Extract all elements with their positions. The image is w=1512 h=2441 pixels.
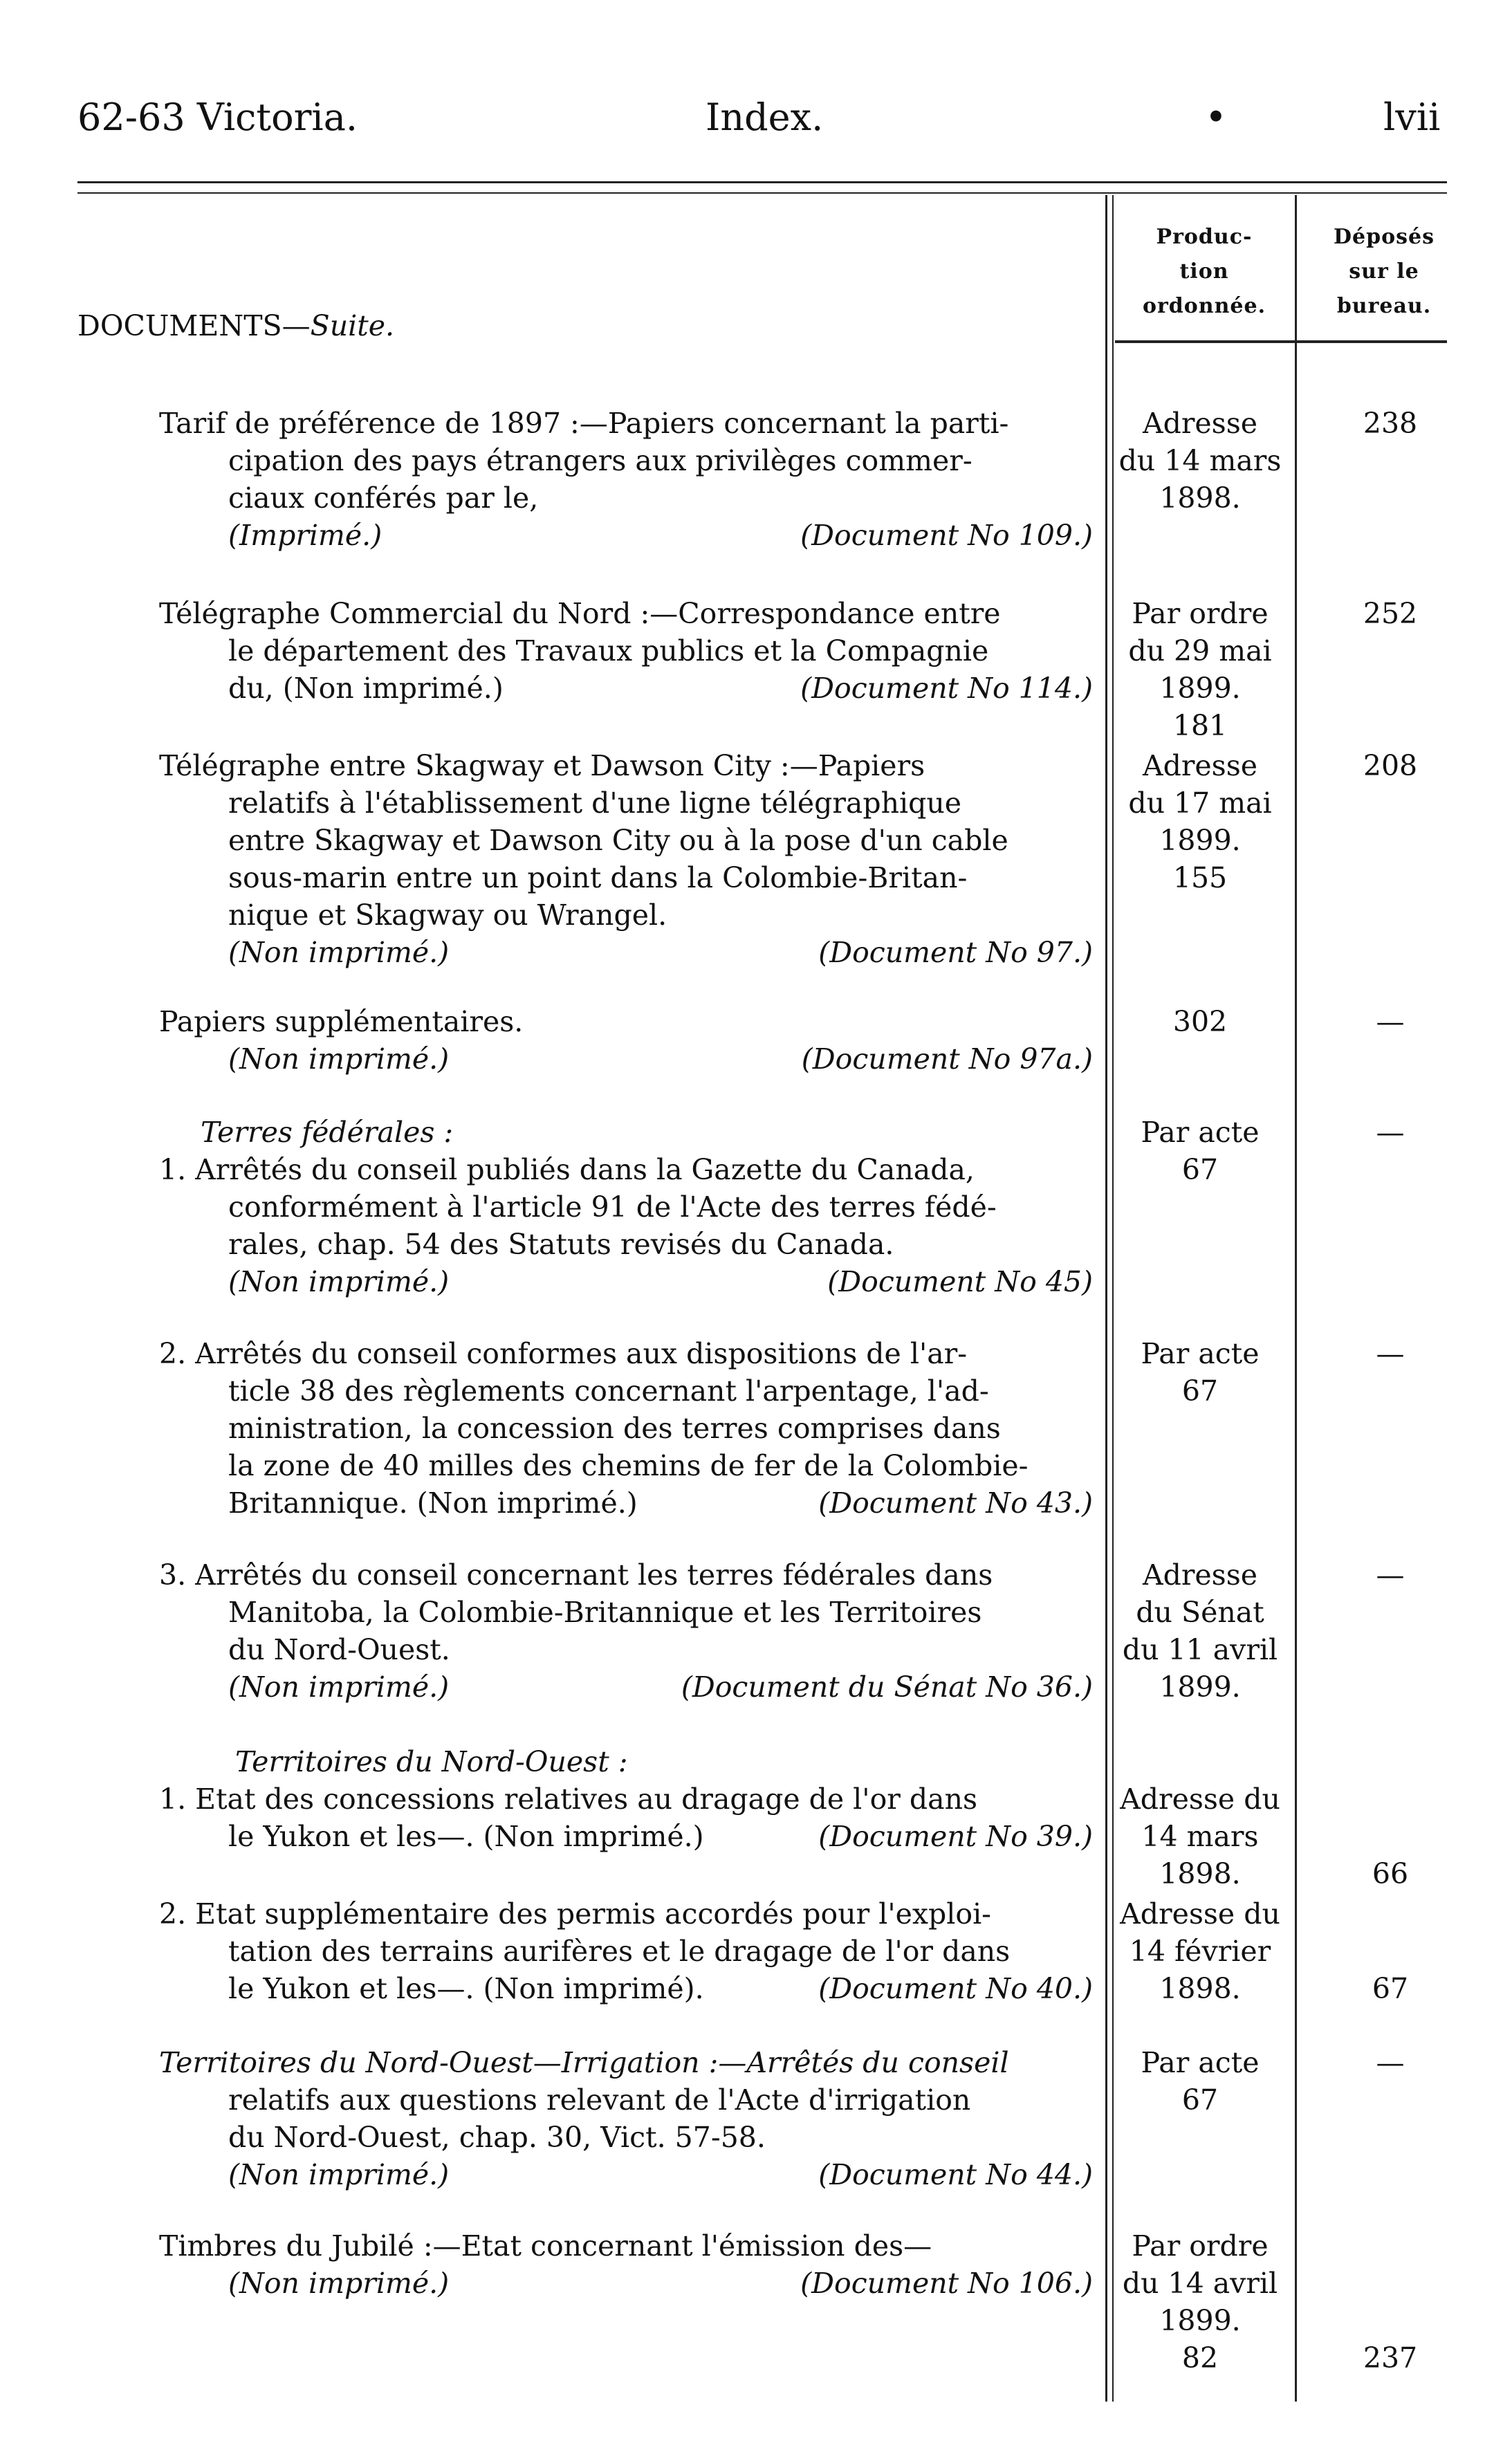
index-entry: [159, 405, 1093, 554]
production-line: 1898.: [1159, 1972, 1241, 2005]
production-line: du 11 avril: [1122, 1633, 1278, 1666]
entry-line: Télégraphe Commercial du Nord :—Correspondance entre: [159, 597, 1001, 630]
production-line: Par acte: [1141, 1337, 1260, 1370]
entry-document-ref: (Document du Sénat No 36.): [681, 1670, 1093, 1704]
entry-line: 1. Arrêtés du conseil publiés dans la Gazette du Canada,: [159, 1153, 975, 1186]
entry-status: (Non imprimé.): [228, 1670, 450, 1704]
production-cell: [1114, 595, 1287, 744]
column-header-production-line: tion: [1179, 259, 1229, 284]
top-rule-2: [77, 192, 1447, 194]
entry-line: du Nord-Ouest.: [228, 1633, 450, 1666]
entry-document-ref: (Document No 109.): [800, 519, 1093, 552]
production-line: 1899.: [1159, 672, 1241, 705]
column-header-deposes-line: Déposés: [1334, 225, 1435, 249]
entry-status-row: [159, 1970, 1093, 2007]
index-entry: [159, 1743, 1093, 1855]
production-line: 14 mars: [1141, 1820, 1259, 1853]
entry-status-row: [159, 1668, 1093, 1706]
entry-status-row: [159, 1263, 1093, 1300]
top-rule: [77, 181, 1447, 183]
entry-line: ticle 38 des règlements concernant l'arpentage, l'ad-: [228, 1374, 989, 1408]
column-header-rule: [1115, 340, 1447, 343]
entry-line: Manitoba, la Colombie-Britannique et les Territoires: [228, 1596, 982, 1629]
production-line: 155: [1172, 861, 1228, 894]
entry-document-ref: (Document No 45): [827, 1265, 1093, 1298]
entry-document-ref: (Document No 44.): [818, 2158, 1093, 2191]
entry-heading: Terres fédérales :: [201, 1116, 454, 1149]
production-line: Par ordre: [1132, 597, 1269, 630]
entry-heading: Territoires du Nord-Ouest :: [235, 1745, 628, 1778]
section-title-suffix: Suite.: [310, 309, 395, 342]
index-entry: [159, 1556, 1093, 1706]
entry-status-row: [159, 2265, 1093, 2302]
production-line: 302: [1172, 1005, 1228, 1038]
column-header-production: [1114, 220, 1295, 324]
index-entry: [159, 1114, 1093, 1300]
entry-line: la zone de 40 milles des chemins de fer de la Colombie-: [228, 1449, 1029, 1482]
index-entry: [159, 1335, 1093, 1522]
production-line: 1899.: [1159, 1670, 1241, 1704]
index-entry: [159, 2044, 1093, 2193]
deposes-cell: —: [1376, 1558, 1405, 1592]
deposes-cell: —: [1376, 2046, 1405, 2079]
column-separator-left: [1105, 195, 1107, 2402]
column-header-deposes-line: sur le: [1349, 259, 1419, 284]
entry-line: Timbres du Jubilé :—Etat concernant l'émission des—: [159, 2229, 932, 2263]
entry-document-ref: (Document No 40.): [818, 1972, 1093, 2005]
deposes-cell: 208: [1363, 749, 1418, 782]
entry-line: sous-marin entre un point dans la Colombie-Britan-: [228, 861, 968, 894]
production-line: 1899.: [1159, 2304, 1241, 2337]
production-line: 67: [1181, 2083, 1219, 2117]
entry-line: 1. Etat des concessions relatives au dragage de l'or dans: [159, 1783, 978, 1816]
entry-line: Territoires du Nord-Ouest—Irrigation :—Arrêtés du conseil: [159, 2046, 1009, 2079]
production-line: 14 février: [1129, 1935, 1271, 1968]
entry-document-ref: (Document No 106.): [800, 2267, 1093, 2300]
production-cell: [1114, 747, 1287, 896]
entry-status-row: [159, 1040, 1093, 1078]
production-cell: [1114, 405, 1287, 517]
section-title: [77, 307, 394, 344]
entry-line: 2. Arrêtés du conseil conformes aux dispositions de l'ar-: [159, 1337, 968, 1370]
production-line: du 14 mars: [1118, 444, 1282, 477]
production-cell: [1114, 1003, 1287, 1040]
entry-status: (Non imprimé.): [228, 2267, 450, 2300]
entry-status: (Non imprimé.): [228, 2158, 450, 2191]
production-line: Par acte: [1141, 2046, 1260, 2079]
deposes-cell: 67: [1372, 1972, 1409, 2005]
entry-line: relatifs à l'établissement d'une ligne télégraphique: [228, 786, 962, 820]
entry-status: (Non imprimé.): [228, 936, 450, 969]
entry-status-row: [159, 934, 1093, 971]
entry-status: (Non imprimé.): [228, 1042, 450, 1076]
entry-line: ciaux conférés par le,: [228, 481, 539, 515]
entry-status-row: [159, 1818, 1093, 1855]
entry-line: relatifs aux questions relevant de l'Acte d'irrigation: [228, 2083, 971, 2117]
entry-status: le Yukon et les—. (Non imprimé).: [228, 1972, 704, 2005]
deposes-cell: 66: [1372, 1857, 1409, 1890]
entry-status: (Non imprimé.): [228, 1265, 450, 1298]
running-head-right: lvii: [1383, 95, 1441, 139]
production-line: du 17 mai: [1128, 786, 1272, 820]
production-cell: [1114, 1114, 1287, 1188]
production-line: Adresse du: [1120, 1783, 1280, 1816]
entry-document-ref: (Document No 97a.): [801, 1042, 1093, 1076]
index-entry: [159, 747, 1093, 971]
entry-document-ref: (Document No 39.): [818, 1820, 1093, 1853]
entry-line: cipation des pays étrangers aux privilèges commer-: [228, 444, 972, 477]
deposes-cell: 238: [1363, 407, 1418, 440]
bullet-mark: •: [1205, 95, 1227, 139]
entry-line: ministration, la concession des terres comprises dans: [228, 1412, 1001, 1445]
production-line: 67: [1181, 1374, 1219, 1408]
entry-status: du, (Non imprimé.): [228, 672, 504, 705]
column-separator-middle: [1295, 195, 1297, 2402]
entry-line: du Nord-Ouest, chap. 30, Vict. 57-58.: [228, 2121, 766, 2154]
production-line: 1898.: [1159, 481, 1241, 515]
entry-document-ref: (Document No 97.): [818, 936, 1093, 969]
section-title-text: DOCUMENTS—: [77, 309, 311, 342]
deposes-cell: 252: [1363, 597, 1418, 630]
entry-line: entre Skagway et Dawson City ou à la pose d'un cable: [228, 824, 1008, 857]
production-line: 181: [1172, 709, 1228, 742]
entry-line: le département des Travaux publics et la Compagnie: [228, 634, 989, 667]
index-entry: [159, 595, 1093, 707]
entry-line: Tarif de préférence de 1897 :—Papiers concernant la parti-: [159, 407, 1009, 440]
entry-status: Britannique. (Non imprimé.): [228, 1486, 638, 1520]
production-line: Adresse: [1142, 1558, 1258, 1592]
deposes-cell: 237: [1363, 2341, 1418, 2375]
entry-line: nique et Skagway ou Wrangel.: [228, 899, 667, 932]
production-cell: [1114, 1780, 1287, 1892]
production-line: Adresse: [1142, 749, 1258, 782]
column-header-production-line: ordonnée.: [1142, 294, 1266, 318]
production-line: Par ordre: [1132, 2229, 1269, 2263]
entry-status: le Yukon et les—. (Non imprimé.): [228, 1820, 704, 1853]
production-line: 1898.: [1159, 1857, 1241, 1890]
production-cell: [1114, 2227, 1287, 2377]
entry-status-row: [159, 1484, 1093, 1522]
entry-line: conformément à l'article 91 de l'Acte des terres fédé-: [228, 1190, 997, 1224]
entry-status-row: [159, 2156, 1093, 2193]
entry-line: rales, chap. 54 des Statuts revisés du Canada.: [228, 1228, 894, 1261]
production-cell: [1114, 1556, 1287, 1706]
production-line: du Sénat: [1136, 1596, 1264, 1629]
entry-line: Papiers supplémentaires.: [159, 1005, 524, 1038]
deposes-cell: —: [1376, 1005, 1405, 1038]
production-line: du 29 mai: [1128, 634, 1272, 667]
production-line: Par acte: [1141, 1116, 1260, 1149]
production-line: 82: [1181, 2341, 1219, 2375]
production-cell: [1114, 2044, 1287, 2119]
production-line: 1899.: [1159, 824, 1241, 857]
production-cell: [1114, 1335, 1287, 1410]
entry-line: 2. Etat supplémentaire des permis accordés pour l'exploi-: [159, 1897, 992, 1931]
production-line: Adresse du: [1120, 1897, 1280, 1931]
entry-document-ref: (Document No 43.): [818, 1486, 1093, 1520]
production-cell: [1114, 1895, 1287, 2007]
deposes-cell: —: [1376, 1337, 1405, 1370]
index-entry: [159, 1895, 1093, 2007]
production-line: Adresse: [1142, 407, 1258, 440]
column-header-deposes-line: bureau.: [1336, 294, 1432, 318]
column-header-deposes: [1298, 220, 1470, 324]
deposes-cell: —: [1376, 1116, 1405, 1149]
column-header-production-line: Produc-: [1156, 225, 1253, 249]
entry-status-row: [159, 670, 1093, 707]
index-entry: [159, 1003, 1093, 1078]
entry-line: Télégraphe entre Skagway et Dawson City :—Papiers: [159, 749, 925, 782]
running-head-center: Index.: [706, 95, 824, 139]
entry-line: 3. Arrêtés du conseil concernant les terres fédérales dans: [159, 1558, 993, 1592]
production-line: 67: [1181, 1153, 1219, 1186]
index-entry: [159, 2227, 1093, 2302]
entry-line: tation des terrains aurifères et le dragage de l'or dans: [228, 1935, 1011, 1968]
entry-status-row: [159, 517, 1093, 554]
running-head-left: 62-63 Victoria.: [77, 95, 358, 139]
entry-document-ref: (Document No 114.): [800, 672, 1093, 705]
entry-status: (Imprimé.): [228, 519, 382, 552]
production-line: du 14 avril: [1122, 2267, 1278, 2300]
